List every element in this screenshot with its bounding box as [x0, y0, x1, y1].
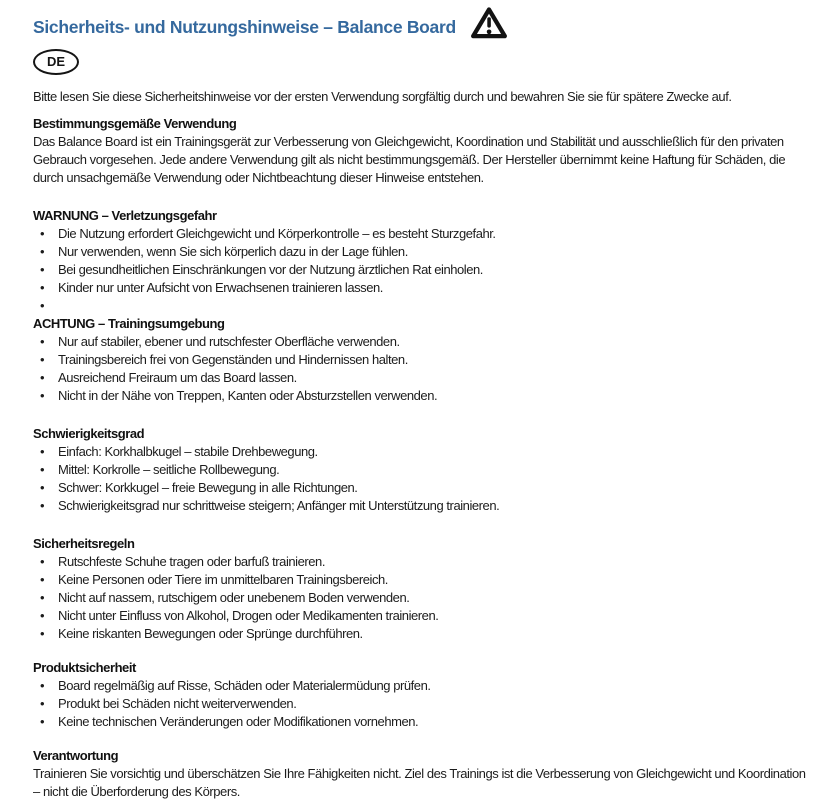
section-paragraph: Trainieren Sie vorsichtig und überschätzen Sie Ihre Fähigkeiten nicht. Ziel des Trainings ist die Verbesserung von Gleichgewicht und Koordination – nicht die Überforderung des Körpers.: [33, 766, 806, 799]
section-sicherheitsregeln: [33, 535, 812, 643]
intro-text: Bitte lesen Sie diese Sicherheitshinweise vor der ersten Verwendung sorgfältig durch und bewahren Sie sie für spätere Zwecke auf.: [33, 89, 732, 104]
bullet-item: • Nur verwenden, wenn Sie sich körperlich dazu in der Lage fühlen.: [33, 243, 812, 261]
bullet-item: [33, 297, 812, 315]
section-heading: ACHTUNG – Trainingsumgebung: [33, 316, 225, 331]
bullet-item: • Produkt bei Schäden nicht weiterverwenden.: [33, 695, 812, 713]
section-achtung-trainingsumgebung: [33, 315, 812, 405]
bullet-list: [33, 225, 812, 315]
section-heading: Verantwortung: [33, 748, 119, 763]
bullet-item: • Bei gesundheitlichen Einschränkungen vor der Nutzung ärztlichen Rat einholen.: [33, 261, 812, 279]
section-heading: Produktsicherheit: [33, 660, 136, 675]
bullet-item: • Ausreichend Freiraum um das Board lassen.: [33, 369, 812, 387]
bullet-item: • Rutschfeste Schuhe tragen oder barfuß trainieren.: [33, 553, 812, 571]
bullet-list: [33, 443, 812, 515]
bullet-item: • Einfach: Korkhalbkugel – stabile Drehbewegung.: [33, 443, 812, 461]
sections: [33, 115, 812, 801]
section-bestimmungsgemaesse-verwendung: [33, 115, 812, 187]
bullet-item: • Board regelmäßig auf Risse, Schäden oder Materialermüdung prüfen.: [33, 677, 812, 695]
section-verantwortung: [33, 747, 812, 801]
bullet-list: [33, 677, 812, 731]
section-heading: Schwierigkeitsgrad: [33, 426, 145, 441]
warning-triangle-icon: [470, 6, 508, 45]
bullet-item: • Keine Personen oder Tiere im unmittelbaren Trainingsbereich.: [33, 571, 812, 589]
section-heading: Sicherheitsregeln: [33, 536, 135, 551]
bullet-list: [33, 553, 812, 643]
bullet-item: • Keine technischen Veränderungen oder Modifikationen vornehmen.: [33, 713, 812, 731]
bullet-item: • Trainingsbereich frei von Gegenständen und Hindernissen halten.: [33, 351, 812, 369]
language-badge: [33, 49, 79, 75]
section-heading: WARNUNG – Verletzungsgefahr: [33, 208, 217, 223]
section-heading: Bestimmungsgemäße Verwendung: [33, 116, 237, 131]
bullet-item: • Nur auf stabiler, ebener und rutschfester Oberfläche verwenden.: [33, 333, 812, 351]
section-produktsicherheit: [33, 659, 812, 731]
bullet-item: • Nicht unter Einfluss von Alkohol, Drogen oder Medikamenten trainieren.: [33, 607, 812, 625]
bullet-list: [33, 333, 812, 405]
page-title: Sicherheits- und Nutzungshinweise – Balance Board: [33, 17, 456, 37]
bullet-item: • Keine riskanten Bewegungen oder Sprünge durchführen.: [33, 625, 812, 643]
bullet-item: • Schwierigkeitsgrad nur schrittweise steigern; Anfänger mit Unterstützung trainieren.: [33, 497, 812, 515]
bullet-item: • Kinder nur unter Aufsicht von Erwachsenen trainieren lassen.: [33, 279, 812, 297]
language-badge-label: DE: [46, 54, 66, 69]
title-row: [33, 14, 812, 40]
bullet-item: • Schwer: Korkkugel – freie Bewegung in alle Richtungen.: [33, 479, 812, 497]
bullet-item: • Nicht auf nassem, rutschigem oder unebenem Boden verwenden.: [33, 589, 812, 607]
bullet-item: • Die Nutzung erfordert Gleichgewicht und Körperkontrolle – es besteht Sturzgefahr.: [33, 225, 812, 243]
section-paragraph: Das Balance Board ist ein Trainingsgerät zur Verbesserung von Gleichgewicht, Koordination und Stabilität und ausschließlich für den privaten Gebrauch vorgesehen. Jede andere Verwendung gilt als nicht bestimmungsgemäß. Der Hersteller übernimmt keine Haftung für Schäden, die durch unsachgemäße Verwendung oder Nichtbeachtung dieser Hinweise entstehen.: [33, 134, 786, 185]
section-warnung-verletzungsgefahr: [33, 207, 812, 315]
bullet-item: • Nicht in der Nähe von Treppen, Kanten oder Absturzstellen verwenden.: [33, 387, 812, 405]
bullet-item: • Mittel: Korkrolle – seitliche Rollbewegung.: [33, 461, 812, 479]
section-schwierigkeitsgrad: [33, 425, 812, 515]
